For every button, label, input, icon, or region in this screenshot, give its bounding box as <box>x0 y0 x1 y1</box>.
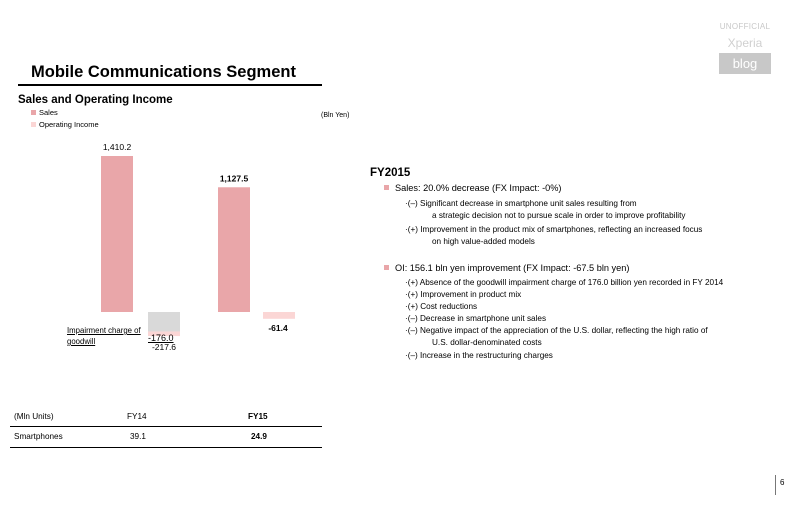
table-cell-fy14: 39.1 <box>130 432 146 441</box>
table-rule-top <box>10 426 322 427</box>
oi-point: ·(–) Decrease in smartphone unit sales <box>405 314 547 323</box>
oi-headline-text: OI: 156.1 bln yen improvement (FX Impact: -67.5 bln yen) <box>395 263 630 273</box>
slide-title: Mobile Communications Segment <box>31 63 296 81</box>
sales-value-label: 1,410.2 <box>102 142 132 152</box>
watermark-brand: Xperia <box>727 36 763 50</box>
commentary-title: FY2015 <box>370 167 411 179</box>
table-unit-header: (Mln Units) <box>14 412 54 421</box>
sales-bar-fy15 <box>218 187 250 312</box>
sales-point: a strategic decision not to pursue scale in order to improve profitability <box>432 211 686 220</box>
impairment-value: -176.0 <box>148 333 174 343</box>
table-cell-fy15: 24.9 <box>251 432 267 441</box>
impairment-bar <box>148 312 180 331</box>
sales-point: ·(+) Improvement in the product mix of smartphones, reflecting an increased focus <box>405 225 703 234</box>
impairment-label-text: Impairment charge of goodwill <box>67 326 141 346</box>
sales-point: on high value-added models <box>432 237 535 246</box>
page-number-rule <box>775 475 776 495</box>
oi-point: ·(+) Improvement in product mix <box>405 290 522 299</box>
page-number: 6 <box>780 478 785 487</box>
legend-oi-label: Operating Income <box>39 120 99 129</box>
impairment-label <box>67 325 143 347</box>
oi-headline <box>384 263 629 273</box>
sales-point: ·(–) Significant decrease in smartphone unit sales resulting from <box>405 199 637 208</box>
watermark-blog: blog <box>719 53 771 74</box>
sales-bullet-square <box>384 185 389 190</box>
oi-value-label: -61.4 <box>268 322 288 333</box>
table-row-label: Smartphones <box>14 432 63 441</box>
sales-headline <box>384 183 561 193</box>
chart-unit: (Bln Yen) <box>321 112 350 119</box>
oi-point: ·(+) Absence of the goodwill impairment charge of 176.0 billion yen recorded in FY 2014 <box>405 278 724 287</box>
oi-point: ·(–) Negative impact of the appreciation of the U.S. dollar, reflecting the high ratio of <box>405 326 708 335</box>
watermark-label: UNOFFICIAL <box>719 22 771 31</box>
table-col-fy14: FY14 <box>127 412 147 421</box>
chart-subtitle: Sales and Operating Income <box>18 94 173 106</box>
legend-sales-label: Sales <box>39 108 58 117</box>
sales-bar-fy14 <box>101 156 133 312</box>
sales-headline-text: Sales: 20.0% decrease (FX Impact: -0%) <box>395 183 562 193</box>
oi-bar-fy15 <box>263 312 295 319</box>
oi-point: ·(–) Increase in the restructuring charges <box>405 351 553 360</box>
oi-bullet-square <box>384 265 389 270</box>
oi-point: U.S. dollar-denominated costs <box>432 338 542 347</box>
oi-point: ·(+) Cost reductions <box>405 302 478 311</box>
table-col-fy15: FY15 <box>248 412 268 421</box>
oi-value-label: -217.6 <box>151 342 177 353</box>
table-rule-bottom <box>10 447 322 448</box>
sales-value-label: 1,127.5 <box>219 173 249 184</box>
